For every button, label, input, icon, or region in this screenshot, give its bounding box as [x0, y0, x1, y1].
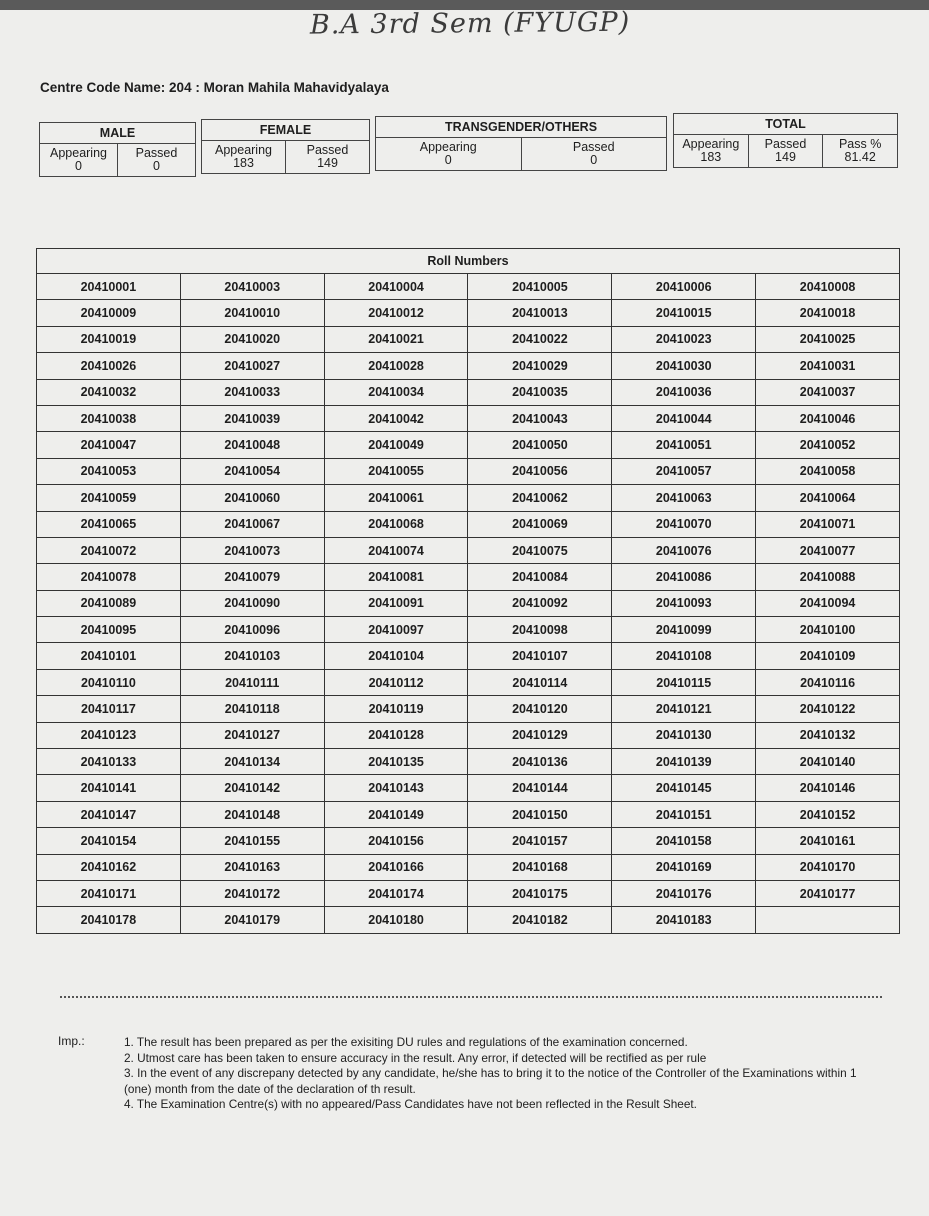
roll-number-cell: 20410052: [756, 432, 900, 458]
roll-number-cell: 20410012: [324, 300, 468, 326]
total-appearing-value: 183: [700, 150, 722, 164]
roll-number-cell: 20410049: [324, 432, 468, 458]
male-passed-value: 0: [153, 159, 160, 173]
roll-number-cell: 20410154: [37, 828, 181, 854]
table-row: [37, 880, 900, 906]
roll-number-cell: 20410166: [324, 854, 468, 880]
roll-number-cell: 20410141: [37, 775, 181, 801]
roll-number-cell: 20410036: [612, 379, 756, 405]
roll-number-cell: 20410063: [612, 485, 756, 511]
roll-number-cell: 20410026: [37, 353, 181, 379]
roll-number-cell: [756, 907, 900, 933]
roll-number-cell: 20410015: [612, 300, 756, 326]
roll-number-cell: 20410030: [612, 353, 756, 379]
female-passed-label: Passed: [306, 143, 349, 157]
roll-number-cell: 20410061: [324, 485, 468, 511]
roll-number-cell: 20410098: [468, 617, 612, 643]
male-passed-label: Passed: [135, 146, 178, 160]
total-passed-cell: [748, 135, 823, 168]
roll-number-cell: 20410152: [756, 801, 900, 827]
roll-number-cell: 20410042: [324, 405, 468, 431]
note-item: 3. In the event of any discrepany detected by any candidate, he/she has to bring it to the notice of the Controller of the Examinations within 1 (one) month from the date of the declaration of th result.: [124, 1066, 857, 1096]
roll-number-cell: 20410089: [37, 590, 181, 616]
roll-number-cell: 20410147: [37, 801, 181, 827]
total-pass-pct-cell: [823, 135, 898, 168]
roll-number-cell: 20410096: [180, 617, 324, 643]
male-passed-cell: [118, 144, 196, 177]
imp-label: Imp.:: [58, 1034, 85, 1048]
table-row: [37, 458, 900, 484]
roll-number-cell: 20410149: [324, 801, 468, 827]
table-row: [37, 696, 900, 722]
roll-number-cell: 20410175: [468, 880, 612, 906]
roll-number-cell: 20410038: [37, 405, 181, 431]
roll-number-cell: 20410008: [756, 274, 900, 300]
roll-number-cell: 20410046: [756, 405, 900, 431]
roll-number-cell: 20410032: [37, 379, 181, 405]
roll-number-cell: 20410020: [180, 326, 324, 352]
roll-number-cell: 20410157: [468, 828, 612, 854]
roll-number-cell: 20410155: [180, 828, 324, 854]
roll-number-cell: 20410055: [324, 458, 468, 484]
roll-number-cell: 20410054: [180, 458, 324, 484]
roll-number-cell: 20410099: [612, 617, 756, 643]
dotted-separator: [60, 996, 882, 998]
roll-number-cell: 20410097: [324, 617, 468, 643]
roll-number-cell: 20410117: [37, 696, 181, 722]
transgender-appearing-value: 0: [444, 153, 452, 167]
roll-number-cell: 20410053: [37, 458, 181, 484]
table-row: [37, 564, 900, 590]
roll-number-cell: 20410100: [756, 617, 900, 643]
roll-number-cell: 20410115: [612, 669, 756, 695]
note-item: 2. Utmost care has been taken to ensure accuracy in the result. Any error, if detected will be rectified as per rule: [124, 1050, 707, 1065]
roll-number-cell: 20410001: [37, 274, 181, 300]
roll-number-cell: 20410065: [37, 511, 181, 537]
table-row: [37, 828, 900, 854]
roll-number-cell: 20410034: [324, 379, 468, 405]
roll-number-cell: 20410005: [468, 274, 612, 300]
total-appearing-cell: [674, 135, 749, 168]
roll-number-cell: 20410029: [468, 353, 612, 379]
roll-number-cell: 20410136: [468, 749, 612, 775]
roll-number-cell: 20410178: [37, 907, 181, 933]
roll-number-cell: 20410119: [324, 696, 468, 722]
roll-number-cell: 20410023: [612, 326, 756, 352]
roll-number-cell: 20410072: [37, 537, 181, 563]
roll-number-cell: 20410146: [756, 775, 900, 801]
roll-number-cell: 20410171: [37, 880, 181, 906]
roll-number-cell: 20410091: [324, 590, 468, 616]
roll-number-cell: 20410075: [468, 537, 612, 563]
roll-number-cell: 20410033: [180, 379, 324, 405]
male-appearing-value: 0: [75, 159, 82, 173]
roll-number-cell: 20410127: [180, 722, 324, 748]
roll-number-cell: 20410128: [324, 722, 468, 748]
note-item: 1. The result has been prepared as per the exisiting DU rules and regulations of the examination concerned.: [124, 1035, 688, 1049]
female-appearing-value: 183: [233, 156, 254, 170]
roll-number-cell: 20410003: [180, 274, 324, 300]
roll-number-cell: 20410151: [612, 801, 756, 827]
table-row: [37, 353, 900, 379]
roll-number-cell: 20410025: [756, 326, 900, 352]
table-row: [37, 617, 900, 643]
roll-numbers-header: Roll Numbers: [37, 249, 900, 274]
roll-number-cell: 20410107: [468, 643, 612, 669]
roll-number-cell: 20410092: [468, 590, 612, 616]
male-title: MALE: [40, 123, 196, 144]
roll-number-cell: 20410120: [468, 696, 612, 722]
female-passed-cell: [286, 141, 370, 174]
roll-number-cell: 20410073: [180, 537, 324, 563]
roll-number-cell: 20410148: [180, 801, 324, 827]
roll-number-cell: 20410104: [324, 643, 468, 669]
table-row: [37, 511, 900, 537]
roll-number-cell: 20410027: [180, 353, 324, 379]
male-summary-box: [39, 122, 196, 177]
roll-number-cell: 20410068: [324, 511, 468, 537]
female-passed-value: 149: [317, 156, 338, 170]
roll-number-cell: 20410031: [756, 353, 900, 379]
roll-number-cell: 20410062: [468, 485, 612, 511]
roll-number-cell: 20410172: [180, 880, 324, 906]
roll-number-cell: 20410111: [180, 669, 324, 695]
roll-number-cell: 20410067: [180, 511, 324, 537]
roll-numbers-table: [36, 248, 900, 934]
table-row: [37, 379, 900, 405]
roll-number-cell: 20410118: [180, 696, 324, 722]
table-row: [37, 537, 900, 563]
total-appearing-label: Appearing: [682, 137, 740, 151]
note-item: 4. The Examination Centre(s) with no appeared/Pass Candidates have not been reflected in the Result Sheet.: [124, 1097, 697, 1111]
roll-number-cell: 20410060: [180, 485, 324, 511]
roll-number-cell: 20410084: [468, 564, 612, 590]
roll-number-cell: 20410086: [612, 564, 756, 590]
transgender-passed-value: 0: [590, 153, 598, 167]
roll-number-cell: 20410110: [37, 669, 181, 695]
roll-number-cell: 20410108: [612, 643, 756, 669]
roll-number-cell: 20410101: [37, 643, 181, 669]
total-pass-pct-value: 81.42: [844, 150, 876, 164]
transgender-passed-cell: [521, 138, 667, 171]
table-row: [37, 326, 900, 352]
roll-number-cell: 20410079: [180, 564, 324, 590]
roll-number-cell: 20410081: [324, 564, 468, 590]
table-row: [37, 669, 900, 695]
female-appearing-label: Appearing: [215, 143, 272, 157]
roll-number-cell: 20410174: [324, 880, 468, 906]
roll-number-cell: 20410044: [612, 405, 756, 431]
roll-number-cell: 20410047: [37, 432, 181, 458]
roll-number-cell: 20410112: [324, 669, 468, 695]
total-passed-label: Passed: [764, 137, 807, 151]
roll-number-cell: 20410169: [612, 854, 756, 880]
roll-number-cell: 20410134: [180, 749, 324, 775]
roll-number-cell: 20410158: [612, 828, 756, 854]
roll-number-cell: 20410163: [180, 854, 324, 880]
roll-number-cell: 20410050: [468, 432, 612, 458]
roll-number-cell: 20410143: [324, 775, 468, 801]
roll-number-cell: 20410144: [468, 775, 612, 801]
table-row: [37, 432, 900, 458]
roll-number-cell: 20410176: [612, 880, 756, 906]
roll-number-cell: 20410035: [468, 379, 612, 405]
roll-number-cell: 20410133: [37, 749, 181, 775]
roll-number-cell: 20410122: [756, 696, 900, 722]
roll-number-cell: 20410043: [468, 405, 612, 431]
roll-number-cell: 20410088: [756, 564, 900, 590]
table-row: [37, 300, 900, 326]
roll-number-cell: 20410048: [180, 432, 324, 458]
roll-number-cell: 20410018: [756, 300, 900, 326]
total-title: TOTAL: [674, 114, 898, 135]
roll-number-cell: 20410103: [180, 643, 324, 669]
handwritten-heading: B.A 3rd Sem (FYUGP): [309, 6, 631, 41]
roll-number-cell: 20410179: [180, 907, 324, 933]
centre-value: 204 : Moran Mahila Mahavidyalaya: [169, 80, 389, 95]
roll-number-cell: 20410057: [612, 458, 756, 484]
table-row: [37, 405, 900, 431]
table-row: [37, 643, 900, 669]
roll-number-cell: 20410019: [37, 326, 181, 352]
roll-numbers-body: [37, 274, 900, 934]
transgender-passed-label: Passed: [572, 140, 615, 154]
roll-number-cell: 20410069: [468, 511, 612, 537]
roll-number-cell: 20410013: [468, 300, 612, 326]
table-row: [37, 274, 900, 300]
roll-number-cell: 20410132: [756, 722, 900, 748]
roll-number-cell: 20410168: [468, 854, 612, 880]
roll-number-cell: 20410077: [756, 537, 900, 563]
roll-number-cell: 20410064: [756, 485, 900, 511]
roll-number-cell: 20410130: [612, 722, 756, 748]
roll-number-cell: 20410140: [756, 749, 900, 775]
roll-number-cell: 20410070: [612, 511, 756, 537]
roll-number-cell: 20410006: [612, 274, 756, 300]
roll-number-cell: 20410071: [756, 511, 900, 537]
roll-number-cell: 20410078: [37, 564, 181, 590]
table-row: [37, 907, 900, 933]
roll-number-cell: 20410162: [37, 854, 181, 880]
roll-number-cell: 20410145: [612, 775, 756, 801]
total-pass-pct-label: Pass %: [838, 137, 882, 151]
roll-number-cell: 20410161: [756, 828, 900, 854]
roll-number-cell: 20410129: [468, 722, 612, 748]
roll-number-cell: 20410058: [756, 458, 900, 484]
roll-number-cell: 20410037: [756, 379, 900, 405]
roll-number-cell: 20410123: [37, 722, 181, 748]
roll-number-cell: 20410094: [756, 590, 900, 616]
male-appearing-cell: [40, 144, 118, 177]
total-passed-value: 149: [775, 150, 796, 164]
roll-number-cell: 20410022: [468, 326, 612, 352]
centre-label: Centre Code Name:: [40, 80, 166, 95]
roll-number-cell: 20410116: [756, 669, 900, 695]
roll-number-cell: 20410090: [180, 590, 324, 616]
total-summary-box: [673, 113, 898, 168]
roll-number-cell: 20410093: [612, 590, 756, 616]
roll-number-cell: 20410109: [756, 643, 900, 669]
male-appearing-label: Appearing: [50, 146, 107, 160]
roll-number-cell: 20410039: [180, 405, 324, 431]
transgender-summary-box: [375, 116, 667, 171]
table-row: [37, 801, 900, 827]
female-title: FEMALE: [202, 120, 370, 141]
roll-number-cell: 20410121: [612, 696, 756, 722]
roll-number-cell: 20410142: [180, 775, 324, 801]
transgender-appearing-label: Appearing: [419, 140, 477, 154]
roll-number-cell: 20410170: [756, 854, 900, 880]
centre-code-name: [40, 80, 389, 95]
roll-number-cell: 20410004: [324, 274, 468, 300]
roll-number-cell: 20410156: [324, 828, 468, 854]
roll-number-cell: 20410076: [612, 537, 756, 563]
transgender-title: TRANSGENDER/OTHERS: [376, 117, 667, 138]
roll-number-cell: 20410056: [468, 458, 612, 484]
roll-number-cell: 20410059: [37, 485, 181, 511]
roll-number-cell: 20410114: [468, 669, 612, 695]
female-appearing-cell: [202, 141, 286, 174]
roll-number-cell: 20410177: [756, 880, 900, 906]
roll-number-cell: 20410074: [324, 537, 468, 563]
table-row: [37, 590, 900, 616]
roll-number-cell: 20410010: [180, 300, 324, 326]
table-row: [37, 485, 900, 511]
transgender-appearing-cell: [376, 138, 522, 171]
roll-number-cell: 20410180: [324, 907, 468, 933]
roll-number-cell: 20410150: [468, 801, 612, 827]
roll-number-cell: 20410028: [324, 353, 468, 379]
roll-number-cell: 20410183: [612, 907, 756, 933]
roll-number-cell: 20410182: [468, 907, 612, 933]
roll-number-cell: 20410051: [612, 432, 756, 458]
roll-number-cell: 20410139: [612, 749, 756, 775]
female-summary-box: [201, 119, 370, 174]
roll-number-cell: 20410009: [37, 300, 181, 326]
roll-number-cell: 20410095: [37, 617, 181, 643]
table-row: [37, 775, 900, 801]
roll-number-cell: 20410021: [324, 326, 468, 352]
table-row: [37, 722, 900, 748]
important-notes: [124, 1035, 864, 1113]
roll-number-cell: 20410135: [324, 749, 468, 775]
table-row: [37, 854, 900, 880]
table-row: [37, 749, 900, 775]
